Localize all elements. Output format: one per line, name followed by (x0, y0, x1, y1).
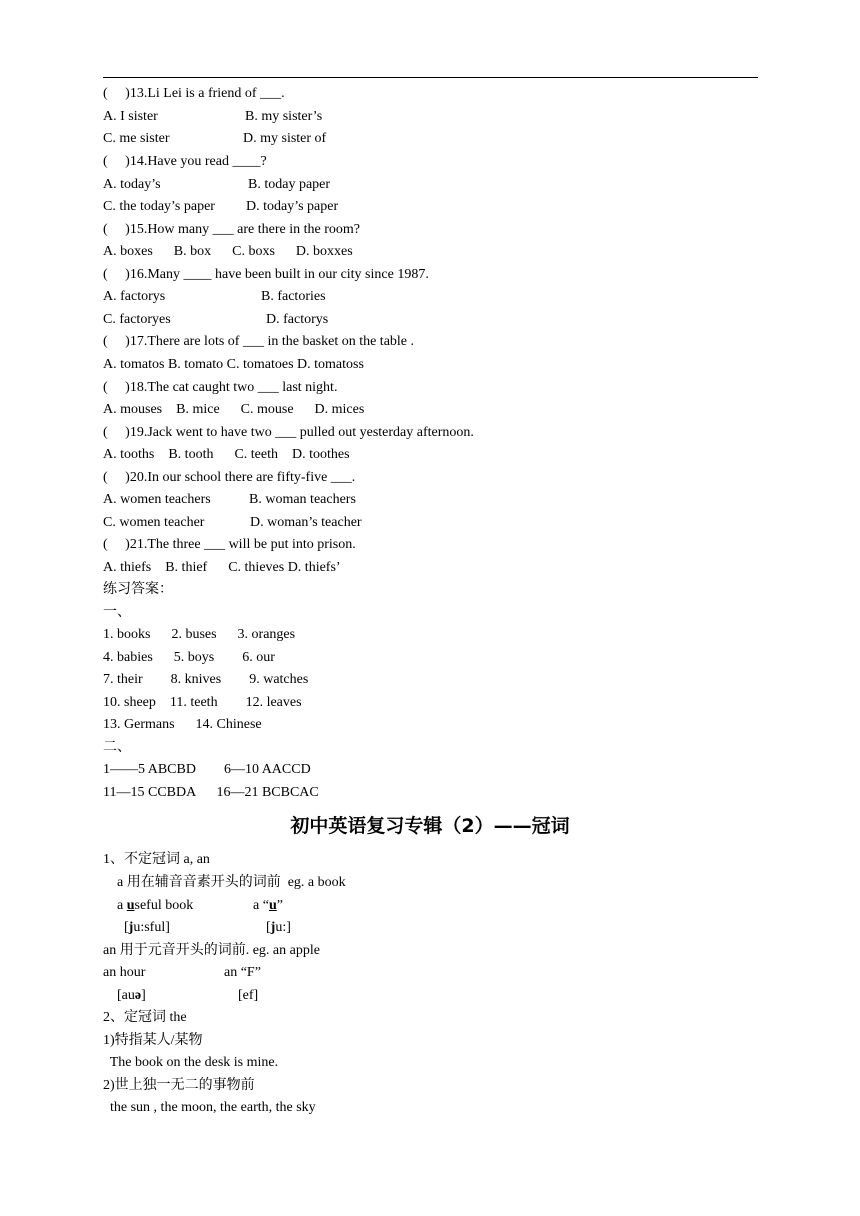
phonetic-u: [ju:] (266, 920, 291, 935)
q14-option-b: B. today paper (248, 177, 331, 192)
q18-options: A. mouses B. mice C. mouse D. mices (103, 402, 365, 417)
q20-option-a: A. women teachers (103, 492, 211, 507)
definite-rule-2: 2)世上独一无二的事物前 (103, 1078, 255, 1093)
answer-line: 1——5 ABCBD 6—10 AACCD (103, 762, 311, 777)
q13-option-a: A. I sister (103, 109, 158, 124)
answers-title: 练习答案： (103, 582, 173, 597)
q14-option-c: C. the today’s paper (103, 199, 215, 214)
an-rule: an 用于元音开头的词前. eg. an apple (103, 943, 320, 958)
question-13: ( )13.Li Lei is a friend of ___. (103, 86, 285, 101)
question-17: ( )17.There are lots of ___ in the basket on the table . (103, 334, 415, 349)
schwa-symbol: ə (134, 988, 142, 1003)
q14-option-a: A. today’s (103, 177, 161, 192)
phonetic-f: [ef] (238, 988, 259, 1003)
section-title: 初中英语复习专辑（2）——冠词 (290, 815, 570, 837)
indefinite-article-title: 1、不定冠词 a, an (103, 852, 210, 867)
question-20: ( )20.In our school there are fifty-five ___. (103, 470, 356, 485)
underlined-letter: u (268, 898, 277, 913)
q16-option-a: A. factorys (103, 289, 166, 304)
answer-line: 1. books 2. buses 3. oranges (103, 627, 296, 642)
underlined-letter: u (126, 898, 135, 913)
q16-option-c: C. factoryes (103, 312, 171, 327)
example-an-hour: an hour (103, 965, 146, 980)
question-19: ( )19.Jack went to have two ___ pulled out yesterday afternoon. (103, 425, 474, 440)
a-rule: a 用在辅音音素开头的词前 eg. a book (103, 875, 346, 890)
definite-rule-1-example: The book on the desk is mine. (103, 1055, 279, 1070)
q14-option-d: D. today’s paper (246, 199, 339, 214)
q17-options: A. tomatos B. tomato C. tomatoes D. tomatoss (103, 357, 364, 372)
q13-option-c: C. me sister (103, 131, 170, 146)
question-16: ( )16.Many ____ have been built in our city since 1987. (103, 267, 429, 282)
answer-line: 10. sheep 11. teeth 12. leaves (103, 695, 302, 710)
question-15: ( )15.How many ___ are there in the room? (103, 222, 360, 237)
q20-option-d: D. woman’s teacher (250, 515, 362, 530)
definite-rule-2-example: the sun , the moon, the earth, the sky (103, 1100, 316, 1115)
phonetic-hour: [auə] (103, 988, 146, 1003)
q16-option-d: D. factorys (266, 312, 329, 327)
q13-option-d: D. my sister of (243, 131, 327, 146)
q19-options: A. tooths B. tooth C. teeth D. toothes (103, 447, 350, 462)
answers-part1-label: 一、 (103, 605, 131, 620)
q15-options: A. boxes B. box C. boxs D. boxxes (103, 244, 353, 259)
example-letter-u: a “u” (253, 898, 283, 913)
header-rule (103, 77, 758, 78)
q13-option-b: B. my sister’s (245, 109, 323, 124)
question-18: ( )18.The cat caught two ___ last night. (103, 380, 338, 395)
q21-options: A. thiefs B. thief C. thieves D. thiefs’ (103, 560, 341, 575)
definite-rule-1: 1)特指某人/某物 (103, 1033, 203, 1048)
answer-line: 13. Germans 14. Chinese (103, 717, 262, 732)
question-21: ( )21.The three ___ will be put into prison. (103, 537, 356, 552)
definite-article-title: 2、定冠词 the (103, 1010, 187, 1025)
q16-option-b: B. factories (261, 289, 326, 304)
example-an-f: an “F” (224, 965, 261, 980)
underlined-letter: j (270, 920, 276, 935)
question-14: ( )14.Have you read ____? (103, 154, 267, 169)
answer-line: 7. their 8. knives 9. watches (103, 672, 309, 687)
answer-line: 11—15 CCBDA 16—21 BCBCAC (103, 785, 319, 800)
answers-part2-label: 二、 (103, 740, 131, 755)
underlined-letter: j (128, 920, 134, 935)
example-useful-book: a useful book (103, 898, 194, 913)
phonetic-useful: [ju:sful] (103, 920, 170, 935)
q20-option-b: B. woman teachers (249, 492, 356, 507)
q20-option-c: C. women teacher (103, 515, 205, 530)
answer-line: 4. babies 5. boys 6. our (103, 650, 275, 665)
